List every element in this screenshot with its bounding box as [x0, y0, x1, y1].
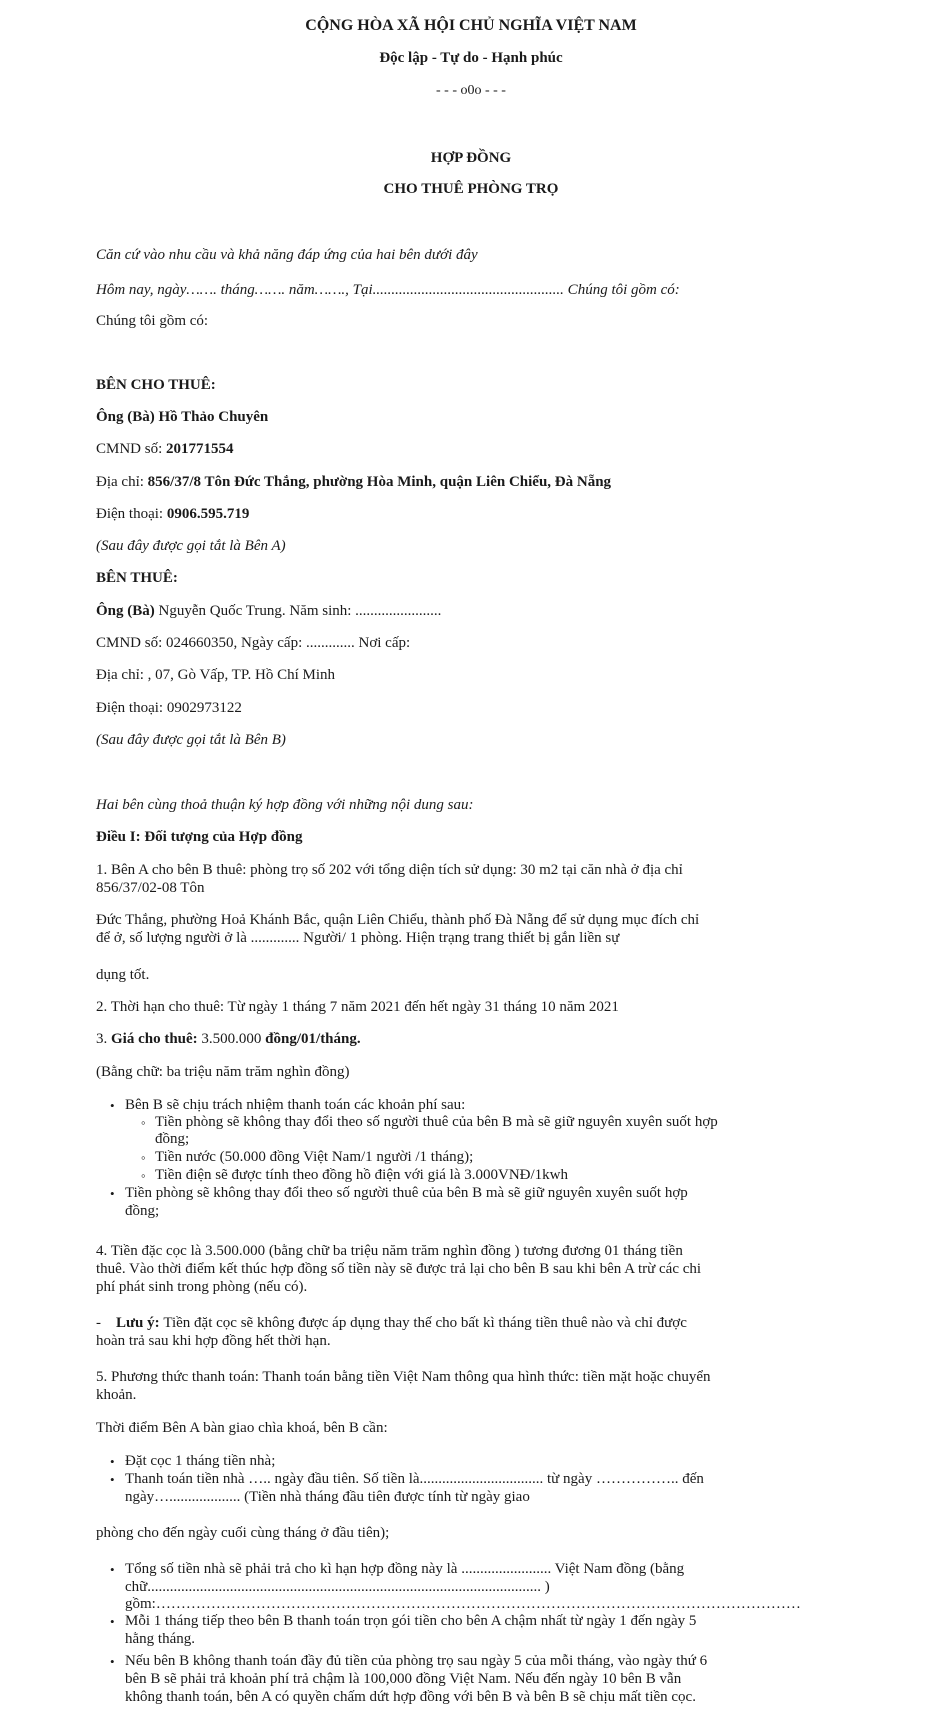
lessor-phone: Điện thoại: 0906.595.719	[96, 506, 250, 522]
lessor-alias: (Sau đây được gọi tắt là Bên A)	[96, 538, 286, 554]
clause-1-line3: Đức Thắng, phường Hoả Khánh Bắc, quận Liên Chiểu, thành phố Đà Nẵng để sử dụng mục đích chỉ	[96, 912, 700, 928]
lessor-name: Ông (Bà) Hồ Thảo Chuyên	[96, 409, 269, 425]
basis-text: Căn cứ vào nhu cầu và khả năng đáp ứng của hai bên dưới đây	[96, 247, 478, 263]
clause-5-line1: 5. Phương thức thanh toán: Thanh toán bằng tiền Việt Nam thông qua hình thức: tiền mặt hoặc chuyển	[96, 1369, 711, 1385]
list-item-first-payment-line1: • Thanh toán tiền nhà ….. ngày đầu tiên. Số tiền là................................. từ ngày …………….. đến	[125, 1471, 704, 1488]
clause-4-line3: phí phát sinh trong phòng (nếu có).	[96, 1279, 308, 1295]
list-item-fee-room-line2: đồng;	[155, 1131, 190, 1147]
list-item-fee-electric: ◦ Tiền điện sẽ được tính theo đồng hồ điện với giá là 3.000VNĐ/1kwh	[155, 1167, 568, 1184]
lessee-address: Địa chỉ: , 07, Gò Vấp, TP. Hồ Chí Minh	[96, 667, 336, 683]
list-item-monthly-line1: • Mỗi 1 tháng tiếp theo bên B thanh toán trọn gói tiền cho bên A chậm nhất từ ngày 1 đến ngày 5	[125, 1613, 696, 1630]
list-item-fee-room-line1: ◦ Tiền phòng sẽ không thay đổi theo số người thuê của bên B mà sẽ giữ nguyên xuyên suốt hợp	[155, 1114, 718, 1131]
agreement-intro: Hai bên cùng thoả thuận ký hợp đồng với những nội dung sau:	[96, 797, 474, 813]
list-item-late-fee-line2: bên B sẽ phải trả khoản phí trả chậm là 100,000 đồng Việt Nam. Nếu đến ngày 10 bên B vẫn	[125, 1671, 682, 1687]
list-item-fee-water: ◦ Tiền nước (50.000 đồng Việt Nam/1 người /1 tháng);	[155, 1149, 473, 1166]
handover-text: Thời điểm Bên A bàn giao chìa khoá, bên B cần:	[96, 1420, 388, 1436]
article-1-heading: Điều I: Đối tượng của Hợp đồng	[96, 829, 303, 845]
list-item-fee-room-repeat-line2: đồng;	[125, 1203, 160, 1219]
first-payment-continuation: phòng cho đến ngày cuối cùng tháng ở đầu tiên);	[96, 1525, 390, 1541]
note-line2: hoàn trả sau khi hợp đồng hết thời hạn.	[96, 1333, 331, 1349]
lessee-id: CMND số: 024660350, Ngày cấp: ............. Nơi cấp:	[96, 635, 411, 651]
list-item-late-fee-line1: • Nếu bên B không thanh toán đầy đủ tiền của phòng trọ sau ngày 5 của mỗi tháng, vào ngày thứ 6	[125, 1653, 707, 1670]
title-room-rental: CHO THUÊ PHÒNG TRỌ	[383, 181, 559, 197]
lessee-phone: Điện thoại: 0902973122	[96, 700, 242, 716]
clause-1-line5: dụng tốt.	[96, 967, 150, 983]
lessor-heading: BÊN CHO THUÊ:	[96, 377, 216, 393]
list-item-total-line2: chữ......................................................................................................... )	[125, 1579, 550, 1595]
clause-3-price: 3. Giá cho thuê: 3.500.000 đồng/01/tháng.	[96, 1031, 361, 1047]
lessor-id: CMND số: 201771554	[96, 441, 234, 457]
date-line: Hôm nay, ngày……. tháng……. năm……., Tại................................................... Chúng tôi gồm có:	[96, 282, 680, 298]
country-heading: CỘNG HÒA XÃ HỘI CHỦ NGHĨA VIỆT NAM	[305, 17, 637, 34]
clause-1-line1: 1. Bên A cho bên B thuê: phòng trọ số 202 với tổng diện tích sử dụng: 30 m2 tại căn nhà ở địa chỉ	[96, 862, 683, 878]
clause-3-words: (Bằng chữ: ba triệu năm trăm nghìn đồng)	[96, 1064, 350, 1080]
list-item-deposit-month: • Đặt cọc 1 tháng tiền nhà;	[125, 1453, 275, 1470]
clause-2-term: 2. Thời hạn cho thuê: Từ ngày 1 tháng 7 năm 2021 đến hết ngày 31 tháng 10 năm 2021	[96, 999, 619, 1015]
list-item-late-fee-line3: không thanh toán, bên A có quyền chấm dứt hợp đồng với bên B và bên B sẽ chịu mất tiền cọc.	[125, 1689, 696, 1705]
list-item-fees-intro: • Bên B sẽ chịu trách nhiệm thanh toán các khoản phí sau:	[125, 1097, 465, 1114]
note-dash: -	[96, 1315, 101, 1331]
clause-4-line1: 4. Tiền đặc cọc là 3.500.000 (bằng chữ ba triệu năm trăm nghìn đồng ) tương đương 01 tháng tiền	[96, 1243, 683, 1259]
divider: - - - o0o - - -	[436, 83, 506, 98]
title-contract: HỢP ĐỒNG	[430, 150, 512, 166]
list-item-total-line1: • Tổng số tiền nhà sẽ phải trả cho kì hạn hợp đồng này là ........................ Việt Nam đồng (bằng	[125, 1561, 684, 1578]
list-item-first-payment-line2: ngày…................... (Tiền nhà tháng đầu tiên được tính từ ngày giao	[125, 1489, 530, 1505]
we-are-text: Chúng tôi gồm có:	[96, 313, 209, 329]
clause-1-line2: 856/37/02-08 Tôn	[96, 880, 205, 896]
lessee-alias: (Sau đây được gọi tắt là Bên B)	[96, 732, 286, 748]
lessee-name: Ông (Bà) Nguyễn Quốc Trung. Năm sinh: .......................	[96, 603, 442, 619]
motto: Độc lập - Tự do - Hạnh phúc	[379, 50, 563, 66]
clause-4-line2: thuê. Vào thời điểm kết thúc hợp đồng số tiền này sẽ được trả lại cho bên B sau khi bên A trừ các chi	[96, 1261, 702, 1277]
list-item-fee-room-repeat-line1: • Tiền phòng sẽ không thay đổi theo số người thuê của bên B mà sẽ giữ nguyên xuyên suốt hợp	[125, 1185, 688, 1202]
clause-1-line4: để ở, số lượng người ở là ............. Người/ 1 phòng. Hiện trạng trang thiết bị gắn liền sự	[96, 930, 620, 946]
lessee-heading: BÊN THUÊ:	[96, 570, 178, 586]
list-item-monthly-line2: hằng tháng.	[125, 1631, 195, 1647]
list-item-total-line3: gồm:…………………………………………………………………………………………………………………	[125, 1596, 801, 1612]
lessor-address: Địa chỉ: 856/37/8 Tôn Đức Thắng, phường Hòa Minh, quận Liên Chiểu, Đà Nẵng	[96, 474, 612, 490]
note-line1: Lưu ý: Tiền đặt cọc sẽ không được áp dụng thay thế cho bất kì tháng tiền thuê nào và chỉ được	[116, 1315, 687, 1331]
clause-5-line2: khoản.	[96, 1387, 137, 1403]
